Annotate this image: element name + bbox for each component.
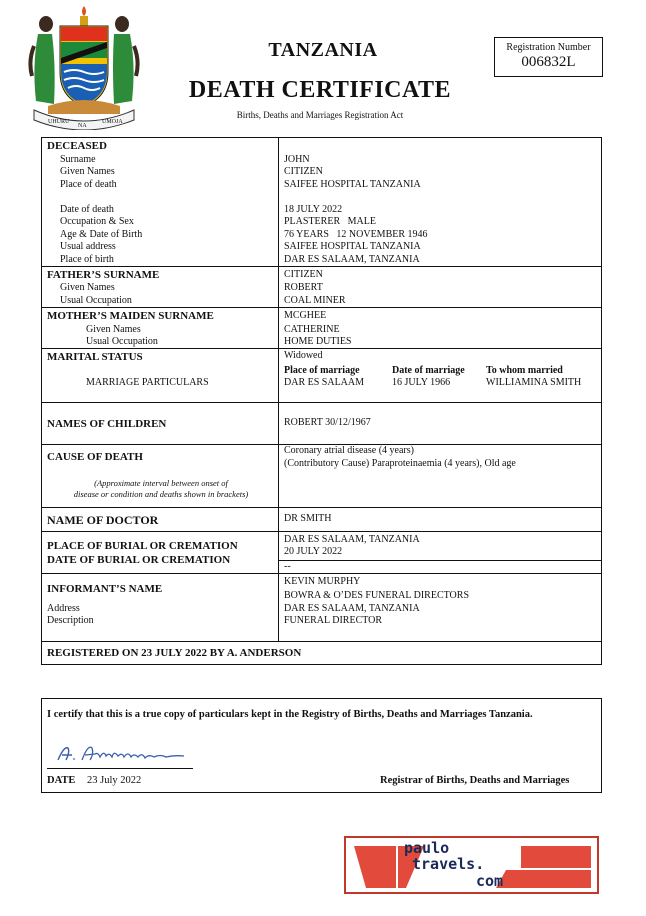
children-heading: NAMES OF CHILDREN	[47, 418, 167, 430]
place-of-death-value: SAIFEE HOSPITAL TANZANIA	[284, 179, 421, 190]
registrar-title: Registrar of Births, Deaths and Marriages	[380, 775, 570, 786]
place-of-marriage-value: DAR ES SALAAM	[284, 377, 365, 388]
country-heading: TANZANIA	[268, 39, 378, 61]
cause-line1: Coronary atrial disease (4 years)	[284, 445, 414, 456]
marital-status-value: Widowed	[284, 350, 323, 361]
date-of-death-label: Date of death	[60, 204, 114, 215]
logo-line2: travels.	[412, 855, 485, 873]
signature-text: A. Anderson	[52, 740, 58, 741]
burial-place-heading: PLACE OF BURIAL OR CREMATION	[47, 540, 238, 552]
doctor-value: DR SMITH	[284, 513, 332, 524]
usual-address-value: SAIFEE HOSPITAL TANZANIA	[284, 241, 421, 252]
to-whom-married-header: To whom married	[486, 365, 563, 376]
logo-line3: com	[476, 872, 504, 890]
surname-value: JOHN	[284, 154, 310, 165]
divider	[278, 560, 602, 561]
certificate-title: DEATH CERTIFICATE	[188, 77, 452, 103]
registered-line: REGISTERED ON 23 JULY 2022 BY A. ANDERSON	[47, 647, 302, 659]
place-of-birth-value: DAR ES SALAAM, TANZANIA	[284, 254, 420, 265]
divider	[41, 348, 602, 349]
father-occupation-value: COAL MINER	[284, 295, 346, 306]
logo-line1: paulo	[404, 839, 450, 857]
cause-line2: (Contributory Cause) Paraproteinaemia (4 years), Old age	[284, 458, 516, 469]
divider	[41, 531, 602, 532]
certificate-subtitle: Births, Deaths and Marriages Registration Act	[236, 110, 404, 120]
usual-address-label: Usual address	[60, 241, 116, 252]
date-label: DATE	[47, 775, 76, 786]
signature-line	[47, 768, 193, 769]
mother-occupation-value: HOME DUTIES	[284, 336, 352, 347]
informant-address-label: Address	[47, 603, 80, 614]
informant-heading: INFORMANT’S NAME	[47, 583, 163, 595]
informant-description-value: FUNERAL DIRECTOR	[284, 615, 383, 626]
mother-given-label: Given Names	[86, 324, 141, 335]
father-given-value: ROBERT	[284, 282, 323, 293]
marital-heading: MARITAL STATUS	[47, 351, 143, 363]
motto-word-2: NA	[78, 123, 87, 129]
burial-date-heading: DATE OF BURIAL OR CREMATION	[47, 554, 231, 566]
motto-word-1: UHURU	[48, 119, 70, 125]
mother-heading: MOTHER’S MAIDEN SURNAME	[47, 310, 214, 322]
occupation-sex-value: PLASTERER MALE	[284, 216, 376, 227]
certification-date: 23 July 2022	[87, 775, 142, 786]
registration-label: Registration Number	[506, 42, 591, 53]
to-whom-married-value: WILLIAMINA SMITH	[486, 377, 582, 388]
place-of-death-label: Place of death	[60, 179, 117, 190]
cause-note-line2: disease or condition and deaths shown in brackets)	[73, 489, 249, 499]
surname-label: Surname	[60, 154, 96, 165]
occupation-sex-label: Occupation & Sex	[60, 216, 134, 227]
paulo-travels-logo	[344, 836, 599, 894]
divider	[41, 573, 602, 574]
motto-word-3: UMOJA	[102, 119, 123, 125]
registration-number: 006832L	[521, 54, 576, 70]
given-names-value: CITIZEN	[284, 166, 323, 177]
cause-heading: CAUSE OF DEATH	[47, 451, 143, 463]
mother-surname-value: MCGHEE	[284, 310, 327, 321]
burial-place-value: DAR ES SALAAM, TANZANIA	[284, 534, 420, 545]
deceased-heading: DECEASED	[47, 140, 107, 152]
registrar-signature	[52, 740, 192, 768]
informant-name-value: KEVIN MURPHY	[284, 576, 361, 587]
doctor-heading: NAME OF DOCTOR	[47, 513, 159, 527]
informant-address-value: DAR ES SALAAM, TANZANIA	[284, 603, 420, 614]
marriage-particulars-label: MARRIAGE PARTICULARS	[86, 377, 209, 388]
divider	[41, 402, 602, 403]
mother-given-value: CATHERINE	[284, 324, 340, 335]
burial-date-value: 20 JULY 2022	[284, 546, 343, 557]
place-of-marriage-header: Place of marriage	[284, 365, 360, 376]
registration-number-box	[494, 37, 603, 77]
age-dob-label: Age & Date of Birth	[60, 229, 143, 240]
informant-company-value: BOWRA & O’DES FUNERAL DIRECTORS	[284, 590, 470, 601]
date-of-marriage-header: Date of marriage	[392, 365, 465, 376]
father-given-label: Given Names	[60, 282, 115, 293]
divider	[41, 507, 602, 508]
place-of-birth-label: Place of birth	[60, 254, 114, 265]
column-divider	[278, 137, 279, 641]
divider	[41, 641, 602, 642]
burial-extra-value: --	[284, 561, 291, 572]
father-occupation-label: Usual Occupation	[60, 295, 132, 306]
date-of-marriage-value: 16 JULY 1966	[392, 377, 451, 388]
father-heading: FATHER’S SURNAME	[47, 269, 160, 281]
cause-note-line1: (Approximate interval between onset of	[94, 478, 228, 488]
children-value: ROBERT 30/12/1967	[284, 417, 371, 428]
certification-text: I certify that this is a true copy of particulars kept in the Registry of Births, Deaths and Marriages Tanzania.	[47, 709, 533, 720]
divider	[41, 307, 602, 308]
informant-description-label: Description	[47, 615, 94, 626]
father-surname-value: CITIZEN	[284, 269, 323, 280]
mother-occupation-label: Usual Occupation	[86, 336, 158, 347]
age-dob-value: 76 YEARS 12 NOVEMBER 1946	[284, 229, 428, 240]
divider	[41, 266, 602, 267]
date-of-death-value: 18 JULY 2022	[284, 204, 343, 215]
given-names-label: Given Names	[60, 166, 115, 177]
